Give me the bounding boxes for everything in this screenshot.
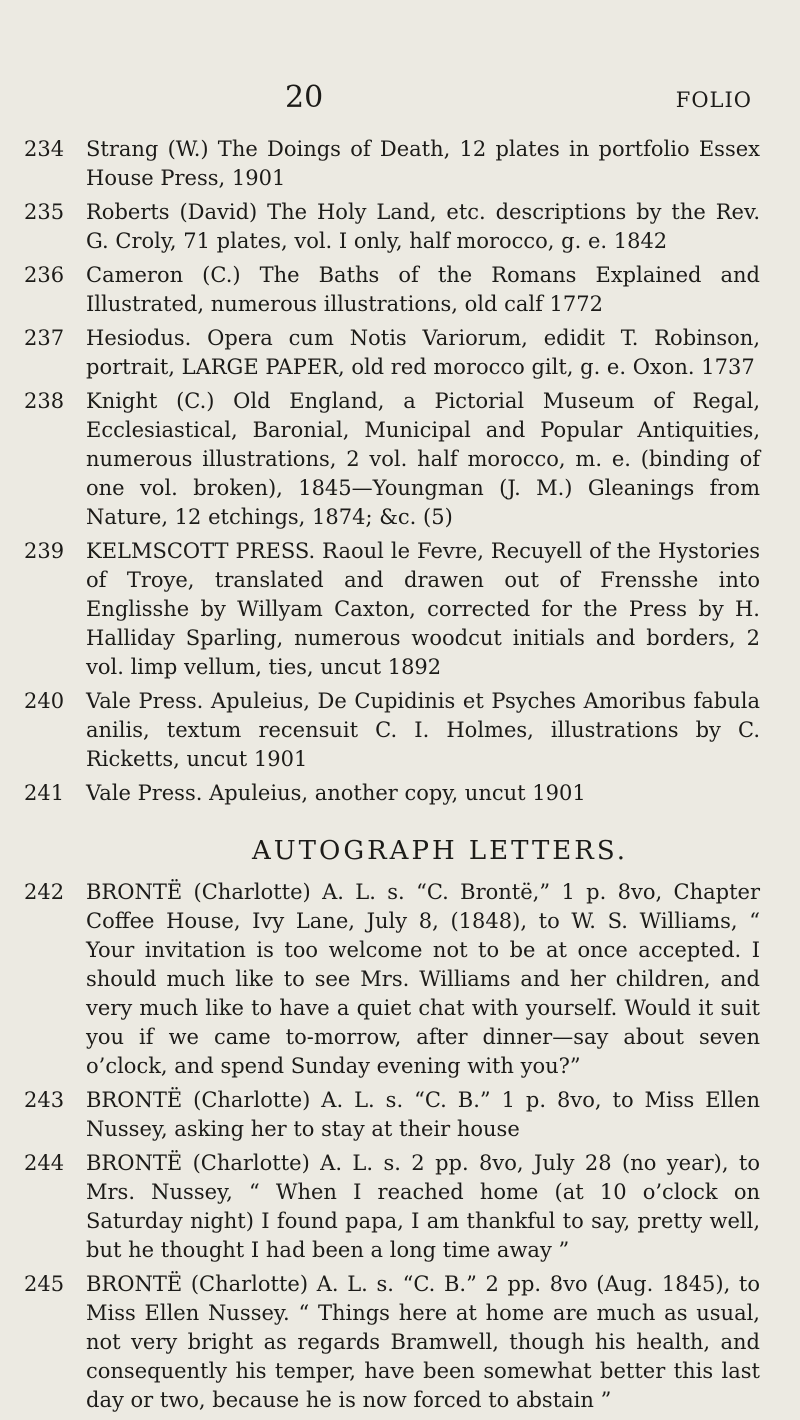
lot-description: Cameron (C.) The Baths of the Romans Explained and Illustrated, numerous illustrations, old calf 1772 [86, 263, 760, 316]
lot-entry-241 [0, 779, 800, 808]
lot-entry-238 [0, 387, 800, 532]
lot-description: BRONTË (Charlotte) A. L. s. “C. B.” 1 p. 8vo, to Miss Ellen Nussey, asking her to stay at their house [86, 1088, 760, 1141]
lot-number: 238 [24, 389, 65, 413]
lot-entry-240 [0, 687, 800, 774]
lot-number: 235 [24, 200, 65, 224]
lot-entry-234 [0, 135, 800, 193]
lot-description: KELMSCOTT PRESS. Raoul le Fevre, Recuyell of the Hystories of Troye, translated and drawen out of Frensshe into Englisshe by Willyam Caxton, corrected for the Press by H. Halliday Sparling, numerous woodcut initials and borders, 2 vol. limp vellum, ties, uncut 1892 [86, 539, 760, 679]
lot-number: 236 [24, 263, 65, 287]
lot-entry-243 [0, 1086, 800, 1144]
lot-description: BRONTË (Charlotte) A. L. s. “C. Brontë,” 1 p. 8vo, Chapter Coffee House, Ivy Lane, July 8, (1848), to W. S. Williams, “ Your invitation is too welcome not to be at once accepted. I should much like to see Mrs. Williams and her children, and very much like to have a quiet chat with yourself. Would it suit you if we came to-morrow, after dinner—say about seven o’clock, and spend Sunday evening with you?” [86, 880, 760, 1078]
lot-number: 240 [24, 689, 65, 713]
lot-description: Vale Press. Apuleius, De Cupidinis et Psyches Amoribus fabula anilis, textum recensuit C. I. Holmes, illustrations by C. Ricketts, uncut 1901 [86, 689, 760, 771]
lot-number: 244 [24, 1151, 65, 1175]
lot-entry-245 [0, 1270, 800, 1415]
lot-description: Hesiodus. Opera cum Notis Variorum, edidit T. Robinson, portrait, LARGE PAPER, old red morocco gilt, g. e. Oxon. 1737 [86, 326, 760, 379]
lot-number: 234 [24, 137, 65, 161]
lot-description: Knight (C.) Old England, a Pictorial Museum of Regal, Ecclesiastical, Baronial, Municipal and Popular Antiquities, numerous illustrations, 2 vol. half morocco, m. e. (binding of one vol. broken), 1845—Youngman (J. M.) Gleanings from Nature, 12 etchings, 1874; &c. (5) [86, 389, 760, 529]
lot-number: 245 [24, 1272, 65, 1296]
lot-number: 237 [24, 326, 65, 350]
lot-entry-235 [0, 198, 800, 256]
page-number: 20 [285, 80, 324, 115]
lot-description: BRONTË (Charlotte) A. L. s. “C. B.” 2 pp. 8vo (Aug. 1845), to Miss Ellen Nussey. “ Things here at home are much as usual, not very bright as regards Bramwell, though his health, and consequently his temper, have been somewhat better this last day or two, because he is now forced to abstain ” [86, 1272, 760, 1412]
lot-entry-239 [0, 537, 800, 682]
lot-description: BRONTË (Charlotte) A. L. s. 2 pp. 8vo, July 28 (no year), to Mrs. Nussey, “ When I reached home (at 10 o’clock on Saturday night) I found papa, I am thankful to say, pretty well, but he thought I had been a long time away ” [86, 1151, 760, 1262]
lot-list [0, 135, 800, 1420]
lot-description: Strang (W.) The Doings of Death, 12 plates in portfolio Essex House Press, 1901 [86, 137, 760, 190]
lot-entry-244 [0, 1149, 800, 1265]
lot-number: 239 [24, 539, 65, 563]
lot-description: Roberts (David) The Holy Land, etc. descriptions by the Rev. G. Croly, 71 plates, vol. I only, half morocco, g. e. 1842 [86, 200, 760, 253]
lot-entry-237 [0, 324, 800, 382]
lot-entry-236 [0, 261, 800, 319]
lot-number: 241 [24, 781, 65, 805]
section-heading: AUTOGRAPH LETTERS. [251, 836, 629, 866]
page-header [0, 80, 800, 120]
section-label: FOLIO [675, 88, 752, 112]
lot-description: Vale Press. Apuleius, another copy, uncut 1901 [86, 781, 586, 805]
lot-number: 243 [24, 1088, 65, 1112]
lot-entry-242 [0, 878, 800, 1081]
lot-number: 242 [24, 880, 65, 904]
